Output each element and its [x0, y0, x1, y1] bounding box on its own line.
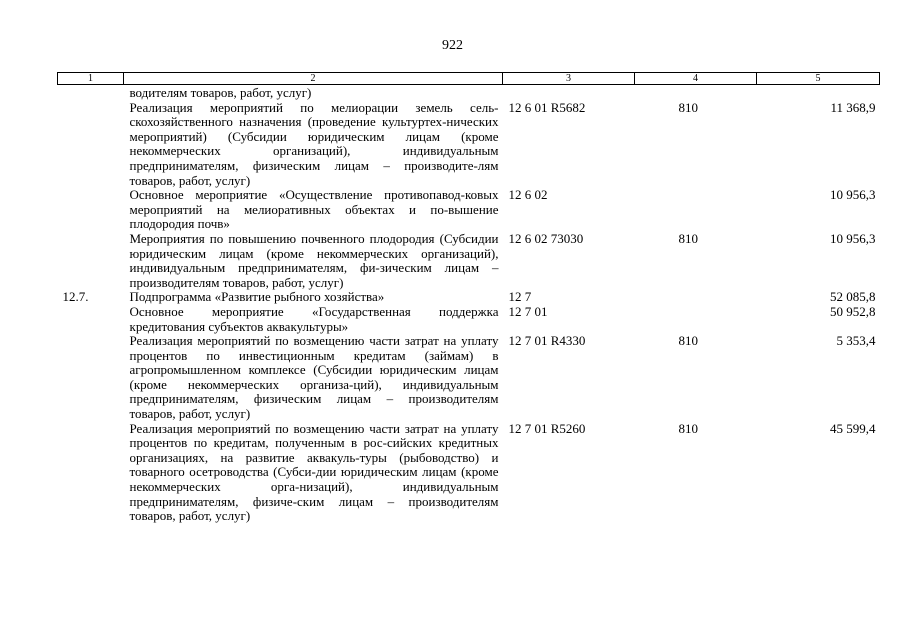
row-type [635, 188, 757, 232]
table-row [58, 85, 880, 101]
page-number: 922 [442, 38, 463, 53]
row-name: водителям товаров, работ, услуг) [129, 85, 312, 100]
row-name: Мероприятия по повышению почвенного плодородия (Субсидии юридическим лицам (кроме некоммерческих организаций), индивидуальным предпринимателям, фи-зическим лицам – производителям товаров, работ, услуг) [129, 230, 499, 290]
column-header-4: 4 [635, 73, 757, 85]
row-code [503, 85, 635, 101]
table-row [58, 188, 880, 232]
row-amount: 52 085,8 [830, 289, 876, 305]
row-name: Реализация мероприятий по возмещению части затрат на уплату процентов по кредитам, полученным в рос-сийских кредитных организациях, на развитие аквакуль-туры (рыбоводство) и товарного осетроводства (Субси-дии юридическим лицам (кроме некоммерческих орга-низаций), индивидуальным предпринимателям, физиче-ским лицам – производителям товаров, работ, услуг) [129, 420, 499, 524]
budget-table [57, 72, 880, 524]
row-name: Основное мероприятие «Государственная поддержка кредитования субъектов аквакультуры» [129, 303, 499, 334]
row-type [635, 290, 757, 305]
table-header [58, 73, 880, 85]
header-row [58, 73, 880, 85]
column-header-2: 2 [124, 73, 503, 85]
row-type: 810 [678, 99, 698, 115]
row-number [58, 85, 124, 101]
table-row [58, 334, 880, 422]
row-number [58, 232, 124, 290]
table-row [58, 290, 880, 305]
row-type: 810 [678, 333, 698, 349]
row-amount: 11 368,9 [830, 99, 876, 115]
column-header-3: 3 [503, 73, 635, 85]
table-row [58, 101, 880, 189]
row-type [635, 85, 757, 101]
row-number [58, 101, 124, 189]
table-row [58, 232, 880, 290]
row-amount: 45 599,4 [830, 420, 876, 436]
row-number: 12.7. [62, 289, 89, 305]
row-amount: 5 353,4 [836, 333, 876, 349]
row-number [58, 188, 124, 232]
row-name: Подпрограмма «Развитие рыбного хозяйства» [129, 289, 385, 305]
row-code: 12 7 [508, 289, 532, 305]
row-number [58, 305, 124, 334]
column-header-1: 1 [58, 73, 124, 85]
row-number [58, 422, 124, 524]
row-number [58, 334, 124, 422]
table-row [58, 422, 880, 524]
row-code: 12 7 01 R5260 [508, 420, 586, 436]
row-amount [757, 85, 880, 101]
column-header-5: 5 [757, 73, 880, 85]
row-amount: 10 956,3 [830, 187, 876, 203]
row-name: Реализация мероприятий по возмещению части затрат на уплату процентов по инвестиционным кредитам (займам) в агропромышленном комплексе (Субсидии юридическим лицам (кроме некоммерческих организа-ций), индивидуальным предпринимателям, физическим лицам – производителям товаров, работ, услуг) [129, 333, 499, 422]
row-name: Основное мероприятие «Осуществление противопавод-ковых мероприятий на мелиоративных объектах и по-вышение плодородия почв» [129, 187, 499, 232]
row-type: 810 [678, 230, 698, 246]
row-code: 12 6 01 R5682 [508, 99, 586, 115]
table-body [58, 85, 880, 524]
row-amount: 10 956,3 [830, 230, 876, 246]
row-code: 12 7 01 [508, 303, 548, 319]
row-type: 810 [678, 420, 698, 436]
row-code: 12 7 01 R4330 [508, 333, 586, 349]
row-amount: 50 952,8 [830, 303, 876, 319]
row-type [635, 305, 757, 334]
row-code: 12 6 02 73030 [508, 230, 584, 246]
row-name: Реализация мероприятий по мелиорации земель сель-скохозяйственного назначения (проведение культуртех-нических мероприятий) (Субсидии юридическим лицам (кроме некоммерческих организаций), индивидуальным предпринимателям, физическим лицам – производите-лям товаров, работ, услуг) [129, 99, 499, 188]
table-row [58, 305, 880, 334]
row-code: 12 6 02 [508, 187, 548, 203]
